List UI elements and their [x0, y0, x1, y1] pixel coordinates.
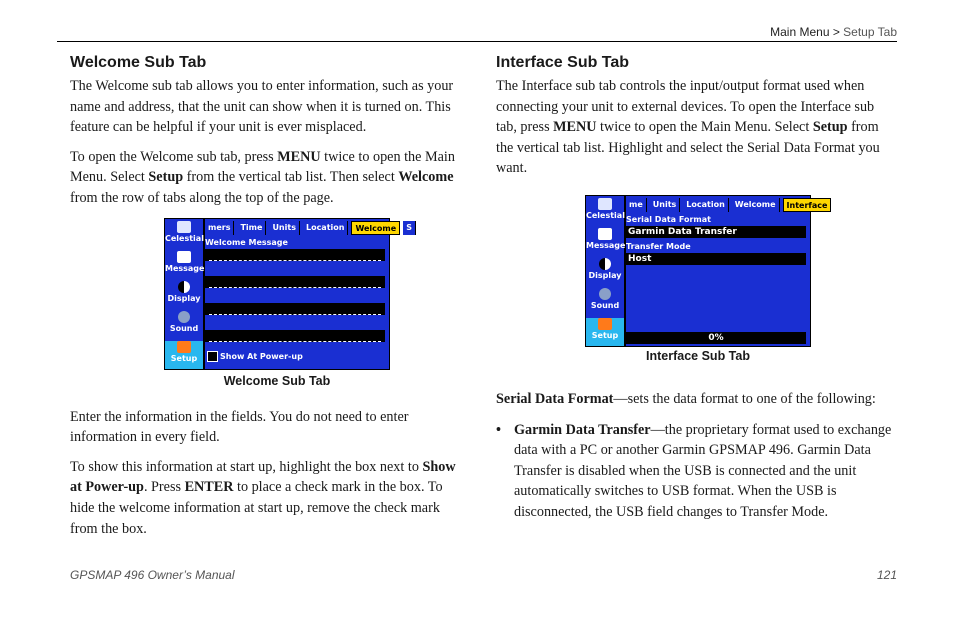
vtab-celestial[interactable]: Celestial	[586, 198, 624, 226]
show-at-power-up-checkbox[interactable]	[207, 351, 218, 362]
vtab-message[interactable]: Message	[586, 228, 624, 256]
vtab-display[interactable]: Display	[586, 258, 624, 286]
sound-icon	[599, 288, 611, 300]
welcome-line-4-dashes	[209, 341, 381, 342]
tab-time[interactable]: me	[626, 198, 647, 212]
welcome-figure-caption: Welcome Sub Tab	[223, 373, 331, 388]
welcome-heading: Welcome Sub Tab	[70, 54, 207, 71]
tab-units[interactable]: Units	[650, 198, 681, 212]
tab-interface[interactable]: Interface	[783, 198, 832, 212]
tab-units[interactable]: Units	[269, 221, 300, 235]
right-column	[496, 54, 896, 523]
show-at-power-up-label: Show At Power-up	[220, 351, 303, 361]
welcome-line-2-dashes	[209, 287, 381, 288]
tab-location[interactable]: Location	[683, 198, 729, 212]
setup-icon	[598, 318, 612, 330]
display-icon	[599, 258, 611, 270]
serial-data-format-description: Serial Data Format—sets the data format to one of the following:	[496, 390, 876, 407]
list-item: • Garmin Data Transfer—the proprietary format used to exchange data with a PC or another Garmin GPSMAP 496. Garmin Data Transfer is disabled when the USB is connected and the unit automatically switches to USB format. When the USB is disconnected, the USB field changes to Transfer Mode.	[496, 420, 896, 523]
welcome-line-1-dashes	[209, 260, 381, 261]
serial-format-list	[496, 420, 896, 523]
vtab-sound[interactable]: Sound	[586, 288, 624, 316]
tab-timers[interactable]: mers	[205, 221, 234, 235]
tab-welcome[interactable]: Welcome	[351, 221, 400, 235]
message-icon	[598, 228, 612, 240]
horizontal-tab-row	[205, 221, 412, 235]
footer-page-number: 121	[876, 568, 897, 582]
interface-screen	[585, 195, 828, 347]
tab-location[interactable]: Location	[303, 221, 349, 235]
interface-figure-caption: Interface Sub Tab	[646, 348, 750, 363]
transfer-mode-field[interactable]: Host	[626, 253, 806, 265]
interface-heading: Interface Sub Tab	[496, 54, 630, 71]
vtab-setup[interactable]: Setup	[165, 341, 203, 369]
page-header	[770, 25, 897, 39]
transfer-mode-label: Transfer Mode	[626, 241, 691, 251]
vtab-display[interactable]: Display	[165, 281, 203, 309]
welcome-instructions: To open the Welcome sub tab, press MENU twice to open the Main Menu. Select Setup from the vertical tab list. Then select Welcome from the row of tabs along the top of the page.	[70, 148, 455, 206]
serial-data-format-label: Serial Data Format	[626, 214, 711, 224]
celestial-icon	[598, 198, 612, 210]
vtab-celestial[interactable]: Celestial	[165, 221, 203, 249]
vtab-sound[interactable]: Sound	[165, 311, 203, 339]
welcome-power-up-instructions: To show this information at start up, highlight the box next to Show at Power-up. Press ENTER to place a check mark in the box. To hide the welcome information at start up, remove the check mark from the box.	[70, 458, 456, 537]
tab-time[interactable]: Time	[237, 221, 266, 235]
vertical-tab-list	[586, 196, 626, 346]
display-icon	[178, 281, 190, 293]
welcome-message-label: Welcome Message	[205, 237, 288, 247]
serial-data-format-field[interactable]: Garmin Data Transfer	[626, 226, 806, 238]
welcome-intro: The Welcome sub tab allows you to enter information, such as your name and address, that the unit can show when it is turned on. This feature can be helpful if your unit is ever misplaced.	[70, 78, 454, 136]
tab-welcome[interactable]: Welcome	[732, 198, 780, 212]
vertical-tab-list	[165, 219, 205, 369]
left-column	[70, 54, 470, 548]
header-section: Main Menu >	[770, 25, 840, 39]
header-rule	[57, 41, 897, 42]
transfer-progress-bar: 0%	[626, 332, 806, 344]
welcome-fields-note: Enter the information in the fields. You do not need to enter information in every field.	[70, 408, 409, 446]
welcome-figure	[164, 218, 412, 388]
vtab-setup[interactable]: Setup	[586, 318, 624, 346]
interface-figure	[585, 195, 828, 363]
vtab-message[interactable]: Message	[165, 251, 203, 279]
footer-manual-title: GPSMAP 496 Owner’s Manual	[70, 568, 235, 582]
header-subsection: Setup Tab	[843, 25, 897, 39]
message-icon	[177, 251, 191, 263]
horizontal-tab-row	[626, 198, 828, 212]
celestial-icon	[177, 221, 191, 233]
welcome-line-3-dashes	[209, 314, 381, 315]
tab-next[interactable]: S	[403, 221, 416, 235]
welcome-screen	[164, 218, 412, 370]
sound-icon	[178, 311, 190, 323]
setup-icon	[177, 341, 191, 353]
interface-intro: The Interface sub tab controls the input/output format used when connecting your unit to external devices. To open the Interface sub tab, press MENU twice to open the Main Menu. Select Setup from the vertical tab list. Highlight and select the Serial Data Format you want.	[496, 78, 880, 177]
